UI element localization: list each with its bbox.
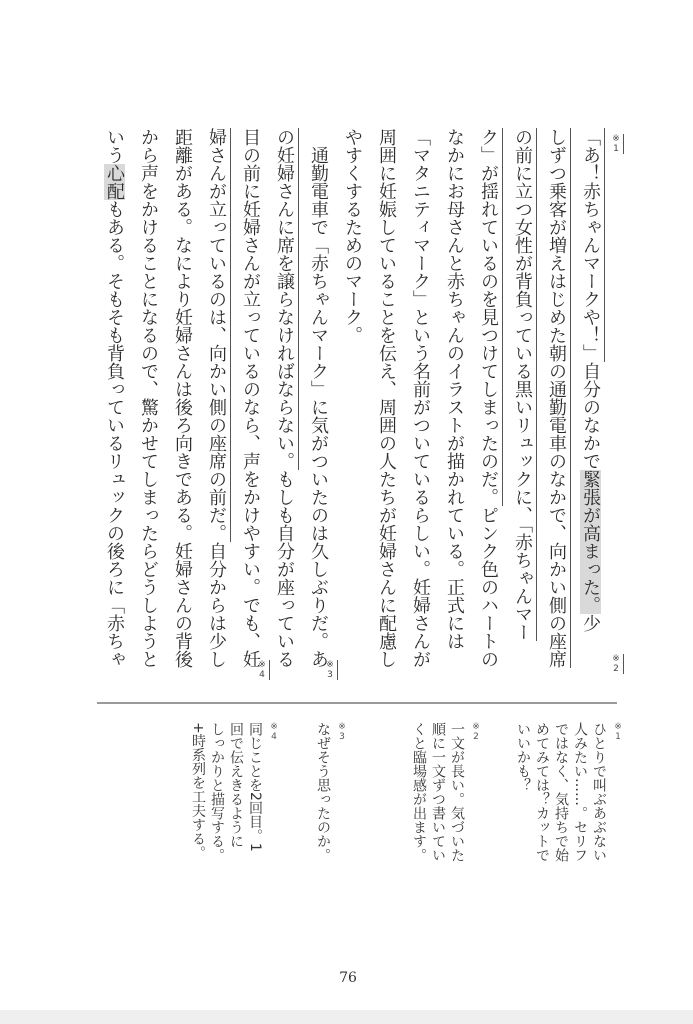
note-marker-4: ※4 [257, 660, 270, 680]
text-column [335, 128, 369, 690]
footnote-line: 同じことを2回目。1 [247, 722, 263, 852]
underlined-text: 婦さんが立っているのは、向かい側の座席の前だ。 [206, 128, 227, 542]
text-column [505, 128, 539, 690]
footnote-marker: ※1 [613, 722, 623, 742]
text-segment: 通勤電車で「赤ちゃんマーク」に気がついたのは久しぶりだ。あ [308, 146, 329, 668]
text-column [301, 128, 335, 708]
text-column [233, 128, 267, 690]
footnote-marker: ※4 [269, 722, 279, 742]
text-segment: もしも自分が座っている [274, 470, 295, 668]
text-column [199, 128, 233, 690]
text-column [267, 128, 301, 690]
footnote-line: 回で伝えきるように [228, 722, 244, 848]
text-segment: 少 [580, 614, 601, 632]
text-segment: やすくするためのマーク。 [342, 128, 363, 344]
text-column [165, 128, 199, 690]
footnote-line: めてみては？カットで [534, 722, 550, 862]
footnote [409, 722, 485, 862]
underlined-text: ク」が揺れているのを見つけてしまったのだ。 [478, 128, 499, 506]
note-marker-1: ※1 [611, 134, 624, 154]
highlighted-text: 緊張が高まった。 [580, 470, 601, 614]
footnote-marker: ※3 [337, 722, 347, 742]
footnote-line: +時系列を工夫する。 [190, 722, 206, 860]
text-column [573, 128, 607, 690]
text-column [369, 128, 403, 690]
footnote-line: 順に一文ずつ書いてい [430, 722, 446, 862]
text-segment: 「マタニティマーク」という名前がついているらしい。妊婦さんが [410, 128, 431, 668]
underlined-text: 「あ！赤ちゃんマークや！」 [580, 128, 601, 362]
text-segment: いう [104, 128, 125, 164]
footnote-line: 一文が長い。気づいた [449, 722, 465, 862]
text-segment: 距離がある。なにより妊婦さんは後ろ向きである。妊婦さんの背後 [172, 128, 193, 668]
text-segment: 自分のなかで [580, 362, 601, 470]
underlined-text: の前に立つ女性が背負っている黒いリュックに、「赤ちゃんマー [512, 128, 533, 641]
text-segment: 目の前に妊婦さんが立っているのなら、声をかけやすい。でも、妊 [240, 128, 261, 668]
text-segment: 周囲に妊娠していることを伝え、周囲の人たちが妊婦さんに配慮し [376, 128, 397, 668]
underlined-text: の妊婦さんに席を譲らなければならない。 [274, 128, 295, 470]
footnote-separator [97, 702, 617, 704]
footnote-line: 人みたい……。セリフ [572, 722, 588, 862]
page-edge [0, 1010, 693, 1024]
text-column [539, 128, 573, 690]
highlighted-text: 心配 [104, 164, 125, 200]
footnote-line: くと臨場感が出ます。 [411, 722, 427, 862]
footnote [188, 722, 283, 862]
text-segment: なかにお母さんと赤ちゃんのイラストが描かれている。正式には [444, 128, 465, 650]
text-column [403, 128, 437, 690]
note-marker-2: ※2 [611, 654, 624, 674]
footnote-marker: ※2 [471, 722, 481, 742]
footnote-line: ではなく、気持ちで始 [553, 722, 569, 862]
text-column [471, 128, 505, 690]
footnote [313, 722, 351, 862]
page-number: 76 [339, 970, 357, 986]
footnote-line: ひとりで叫ぶあぶない [591, 722, 607, 862]
text-segment: ピンク色のハートの [478, 506, 499, 668]
footnote [513, 722, 627, 862]
text-column [131, 128, 165, 690]
footnote-line: しっかりと描写する。 [209, 722, 225, 862]
text-segment: から声をかけることになるので、驚かせてしまったらどうしようと [138, 128, 159, 668]
text-segment: もある。そもそも背負っているリュックの後ろに「赤ちゃ [104, 200, 125, 668]
text-segment: 自分からは少し [206, 542, 227, 668]
text-column [437, 128, 471, 690]
footnote-line: いいかも？ [515, 722, 531, 792]
underlined-text: しずつ乗客が増えはじめた朝の通勤電車のなかで、向かい側の座席 [546, 128, 567, 668]
footnote-line: なぜそう思ったのか。 [315, 722, 331, 862]
note-marker-3: ※3 [325, 660, 338, 680]
text-column [97, 128, 131, 690]
